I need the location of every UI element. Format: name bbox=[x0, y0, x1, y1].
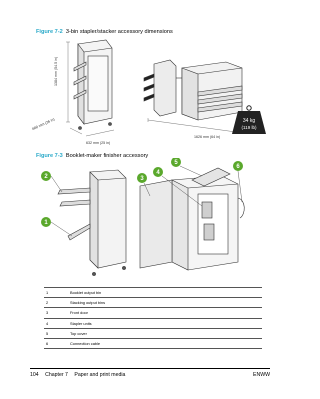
callout-2 bbox=[41, 171, 62, 192]
figure-caption: Booklet-maker finisher accessory bbox=[65, 153, 149, 159]
legend-number: 1 bbox=[44, 288, 68, 298]
booklet-maker-figure bbox=[32, 158, 252, 280]
table-row bbox=[44, 328, 262, 338]
svg-text:1: 1 bbox=[44, 220, 48, 226]
table-row bbox=[44, 298, 262, 308]
legend-number: 5 bbox=[44, 328, 68, 338]
width-small-dimension: 632 mm (25 in) bbox=[86, 141, 111, 145]
weight-kg: 34 kg bbox=[242, 118, 256, 124]
svg-text:6: 6 bbox=[236, 164, 240, 170]
figure-number: Figure 7-2 bbox=[36, 29, 63, 35]
table-row bbox=[44, 318, 262, 328]
figure-number: Figure 7-3 bbox=[36, 153, 63, 159]
legend-number: 6 bbox=[44, 338, 68, 348]
width-total-dimension: 1626 mm (64 in) bbox=[194, 135, 221, 139]
callout-1 bbox=[41, 217, 72, 236]
stapler-stacker-dimensions-figure bbox=[30, 38, 270, 150]
callout-5 bbox=[171, 158, 202, 176]
printer-with-stacker bbox=[144, 60, 242, 120]
chapter-label: Chapter 7 bbox=[45, 372, 68, 378]
svg-text:3: 3 bbox=[140, 176, 144, 182]
legend-text: Booklet output bin bbox=[68, 288, 262, 298]
figure-7-2-title bbox=[36, 29, 173, 35]
legend-text: Stapler units bbox=[68, 318, 262, 328]
height-dimension: 1384 mm (54.5 in) bbox=[54, 56, 58, 86]
table-row bbox=[44, 288, 262, 298]
depth-dimension: 660 mm (26 in) bbox=[31, 117, 56, 132]
legend-number: 2 bbox=[44, 298, 68, 308]
legend-text: Stacking output bins bbox=[68, 298, 262, 308]
weight-lb: (119 lb) bbox=[241, 125, 257, 130]
figure-caption: 3-bin stapler/stacker accessory dimensions bbox=[65, 29, 173, 35]
legend-text: Connection cable bbox=[68, 338, 262, 348]
footer-brand: ENWW bbox=[253, 372, 270, 378]
legend-number: 3 bbox=[44, 308, 68, 318]
stapler-stacker-unit bbox=[74, 40, 112, 130]
table-row bbox=[44, 338, 262, 348]
svg-text:4: 4 bbox=[156, 170, 160, 176]
page-number: 104 bbox=[30, 372, 39, 378]
booklet-maker-closed bbox=[58, 170, 126, 276]
svg-text:5: 5 bbox=[174, 160, 178, 166]
legend-number: 4 bbox=[44, 318, 68, 328]
legend-text: Front door bbox=[68, 308, 262, 318]
callout-legend-table bbox=[44, 287, 262, 349]
section-label: Paper and print media bbox=[74, 372, 126, 378]
page-footer bbox=[30, 368, 270, 378]
footer-left bbox=[30, 372, 130, 378]
booklet-maker-open bbox=[140, 168, 244, 270]
table-row bbox=[44, 308, 262, 318]
svg-text:2: 2 bbox=[44, 174, 48, 180]
legend-text: Top cover bbox=[68, 328, 262, 338]
